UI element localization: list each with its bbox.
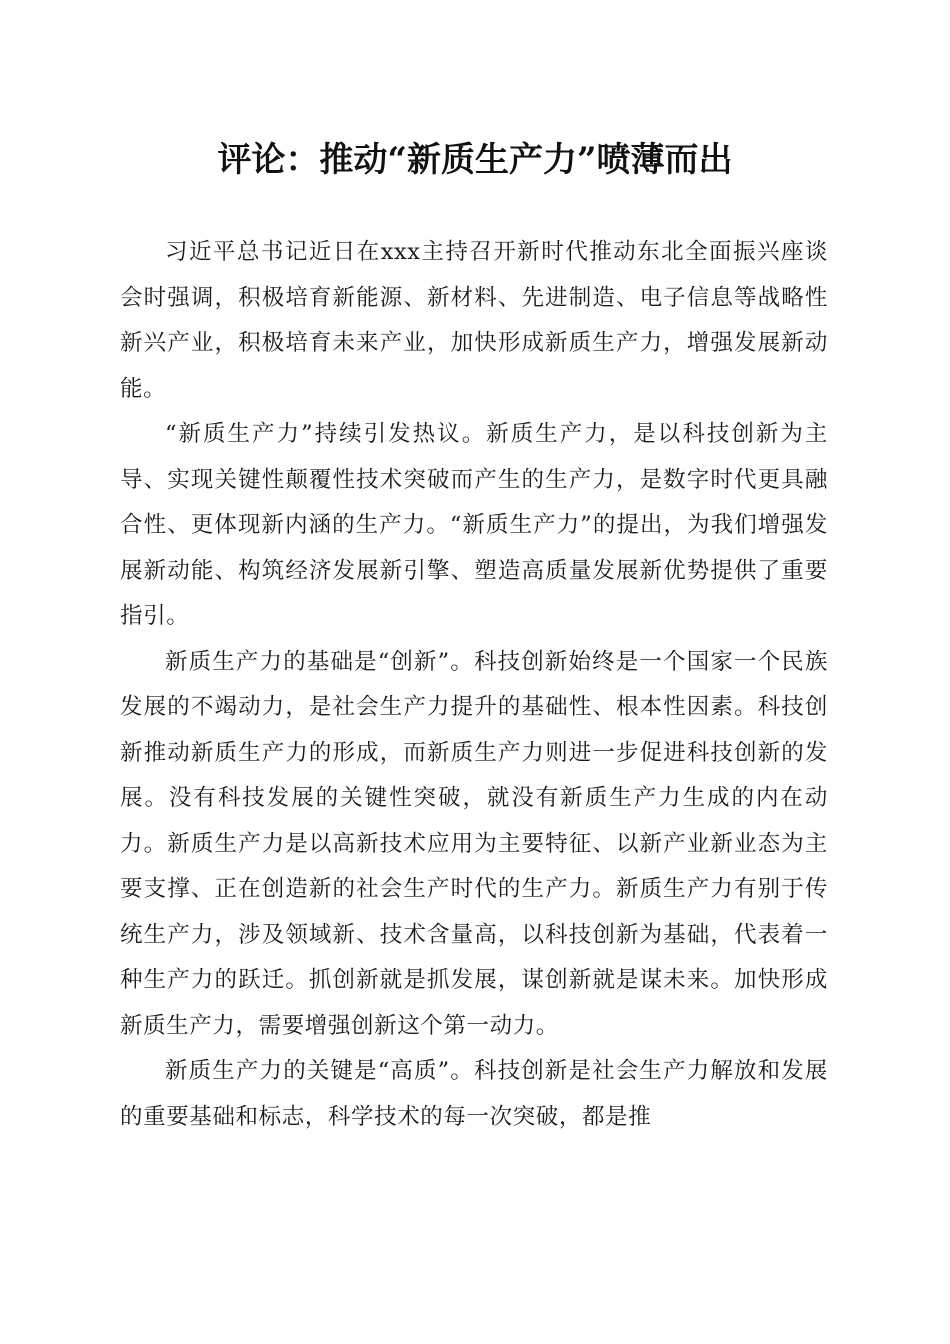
paragraph-2: “新质生产力”持续引发热议。新质生产力，是以科技创新为主导、实现关键性颠覆性技术突破而产生的生产力，是数字时代更具融合性、更体现新内涵的生产力。“新质生产力”的提出，为我们增强发展新动能、构筑经济发展新引擎、塑造高质量发展新优势提供了重要指引。 xyxy=(120,421,828,629)
paragraph-3: 新质生产力的基础是“创新”。科技创新始终是一个国家一个民族发展的不竭动力，是社会生产力提升的基础性、根本性因素。科技创新推动新质生产力的形成，而新质生产力则进一步促进科技创新的发展。没有科技发展的关键性突破，就没有新质生产力生成的内在动力。新质生产力是以高新技术应用为主要特征、以新产业新业态为主要支撑、正在创造新的社会生产时代的生产力。新质生产力有别于传统生产力，涉及领域新、技术含量高，以科技创新为基础，代表着一种生产力的跃迁。抓创新就是抓发展，谋创新就是谋未来。加快形成新质生产力，需要增强创新这个第一动力。 xyxy=(120,648,828,1039)
document-body xyxy=(120,230,828,1140)
paragraph-4: 新质生产力的关键是“高质”。科技创新是社会生产力解放和发展的重要基础和标志，科学技术的每一次突破，都是推 xyxy=(120,1058,828,1130)
paragraph-1: 习近平总书记近日在xxx主持召开新时代推动东北全面振兴座谈会时强调，积极培育新能源、新材料、先进制造、电子信息等战略性新兴产业，积极培育未来产业，加快形成新质生产力，增强发展新动能。 xyxy=(120,239,828,402)
document-title: 评论：推动“新质生产力”喷薄而出 xyxy=(217,140,733,180)
